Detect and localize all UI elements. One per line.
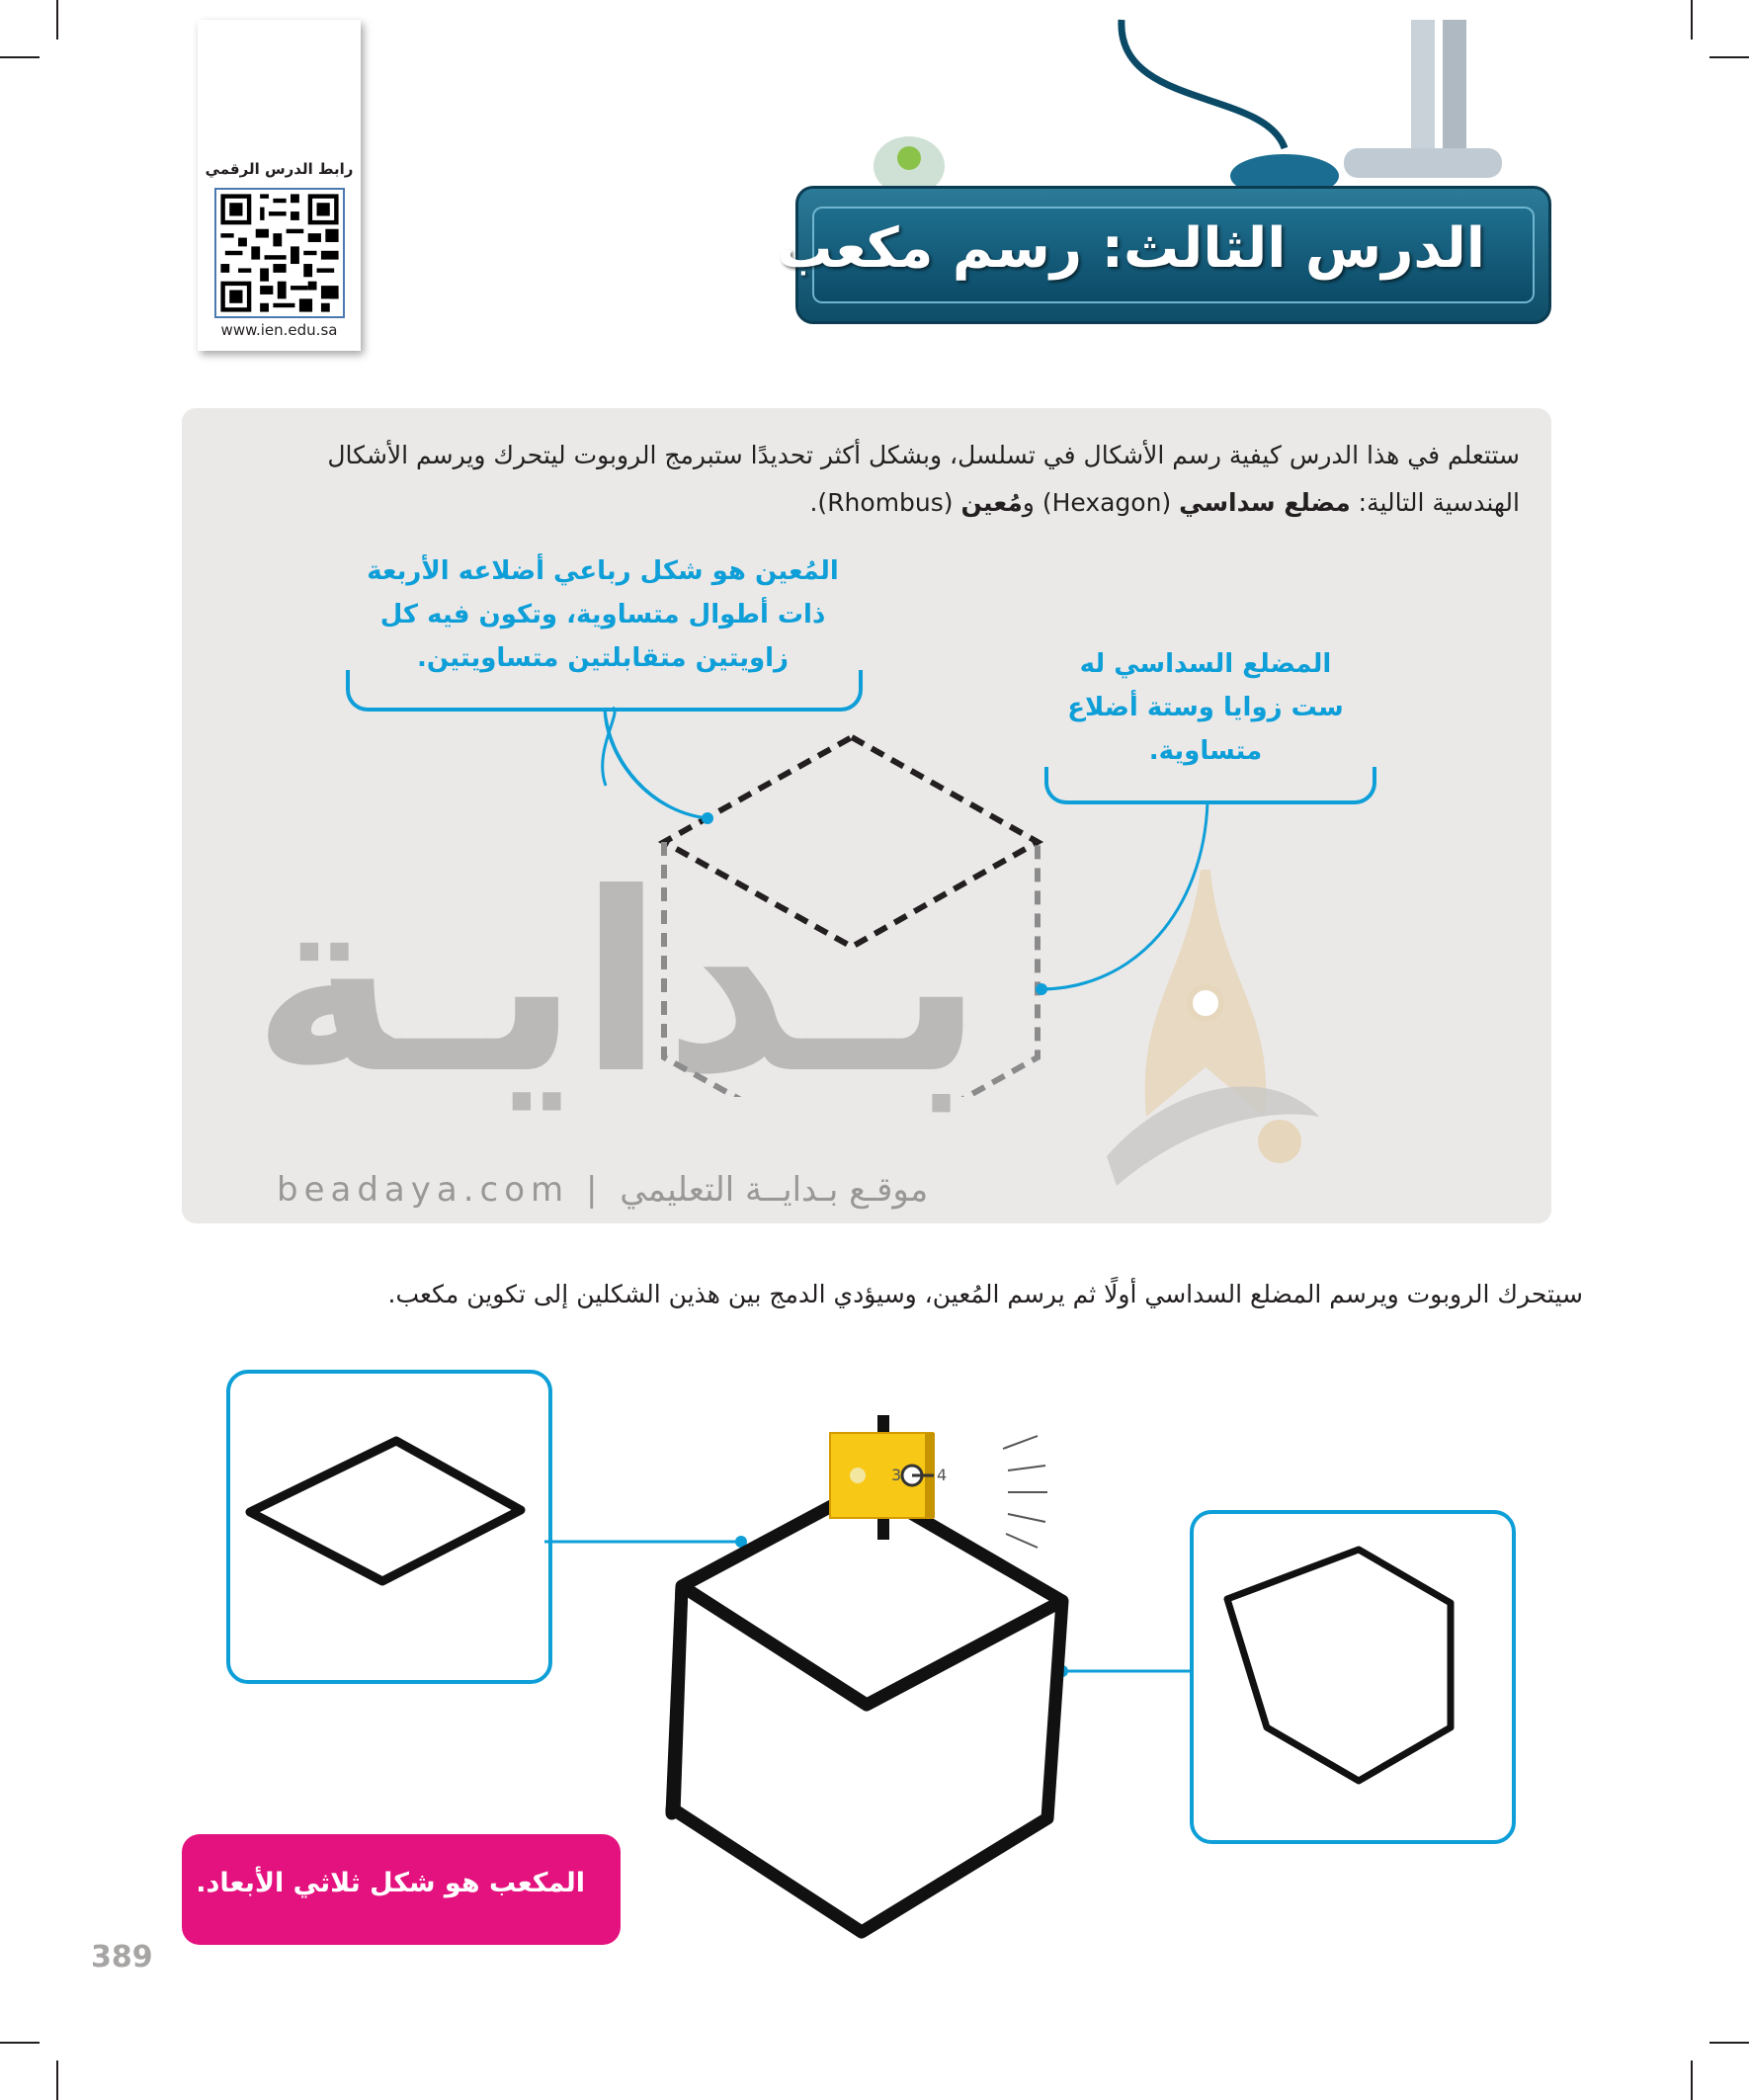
rhombus-callout-line: ذات أطوال متساوية، وتكون فيه كل — [379, 600, 826, 630]
hexagon-box — [1190, 1510, 1516, 1844]
motion-lines-icon — [998, 1431, 1067, 1550]
note-text: المكعب هو شكل ثلاثي الأبعاد. — [196, 1868, 585, 1898]
rhombus-english: (Rhombus). — [809, 488, 961, 517]
hexagon-term: مضلع سداسي — [1179, 488, 1351, 517]
crop-mark — [0, 2042, 40, 2044]
hexagon-shape — [1194, 1514, 1512, 1840]
rhombus-callout-line: المُعين هو شكل رباعي أضلاعه الأربعة — [367, 556, 839, 586]
watermark-logo: بـدايـة — [252, 840, 984, 1128]
intro-line-1: ستتعلم في هذا الدرس كيفية رسم الأشكال في تسلسل، وبشكل أكثر تحديدًا ستبرمج الروبوت ليتحرك ويرسم الأشكال — [327, 441, 1520, 469]
rhombus-term: مُعين — [960, 488, 1023, 517]
crop-mark — [0, 56, 40, 58]
rhombus-shape — [230, 1374, 548, 1680]
robot-label-left: 3 — [891, 1466, 902, 1484]
hexagon-callout-line: ست زوايا وستة أضلاع — [1067, 693, 1344, 722]
crop-mark — [1709, 56, 1749, 58]
page-number: 389 — [91, 1940, 153, 1974]
hexagon-callout-line: المضلع السداسي له — [1079, 649, 1332, 679]
rhombus-callout — [341, 549, 865, 680]
qr-code-icon[interactable] — [214, 188, 345, 318]
body-paragraph: سيتحرك الروبوت ويرسم المضلع السداسي أولًا ثم يرسم المُعين، وسيؤدي الدمج بين هذين الشكلين إلى تكوين مكعب. — [387, 1280, 1583, 1308]
qr-url[interactable]: www.ien.edu.sa — [220, 321, 338, 339]
intro-line-2 — [809, 488, 1520, 517]
qr-label: رابط الدرس الرقمي — [205, 160, 354, 178]
page-title: الدرس الثالث: رسم مكعب — [777, 216, 1485, 281]
title-banner — [777, 186, 1551, 324]
rhombus-box — [226, 1370, 552, 1684]
crop-mark — [1691, 0, 1693, 40]
robot-icon — [810, 1413, 968, 1542]
crop-mark — [1691, 2060, 1693, 2100]
crop-mark — [1709, 2042, 1749, 2044]
robot-label-right: 4 — [937, 1466, 948, 1484]
hexagon-english: (Hexagon) و — [1022, 488, 1180, 517]
hexagon-callout-line: متساوية. — [1148, 736, 1263, 766]
note-box — [182, 1834, 621, 1945]
intro-line-2-prefix: الهندسية التالية: — [1350, 488, 1520, 517]
crop-mark — [56, 0, 58, 40]
watermark-caption: beadaya.com | موقـع بـدايــة التعليمي — [277, 1170, 929, 1210]
crop-mark — [56, 2060, 58, 2100]
rhombus-callout-line: زاويتين متقابلتين متساويتين. — [416, 643, 790, 673]
banner-decoration-icon — [850, 0, 1541, 193]
qr-card[interactable] — [198, 20, 361, 351]
callout-connectors — [593, 692, 1225, 1008]
